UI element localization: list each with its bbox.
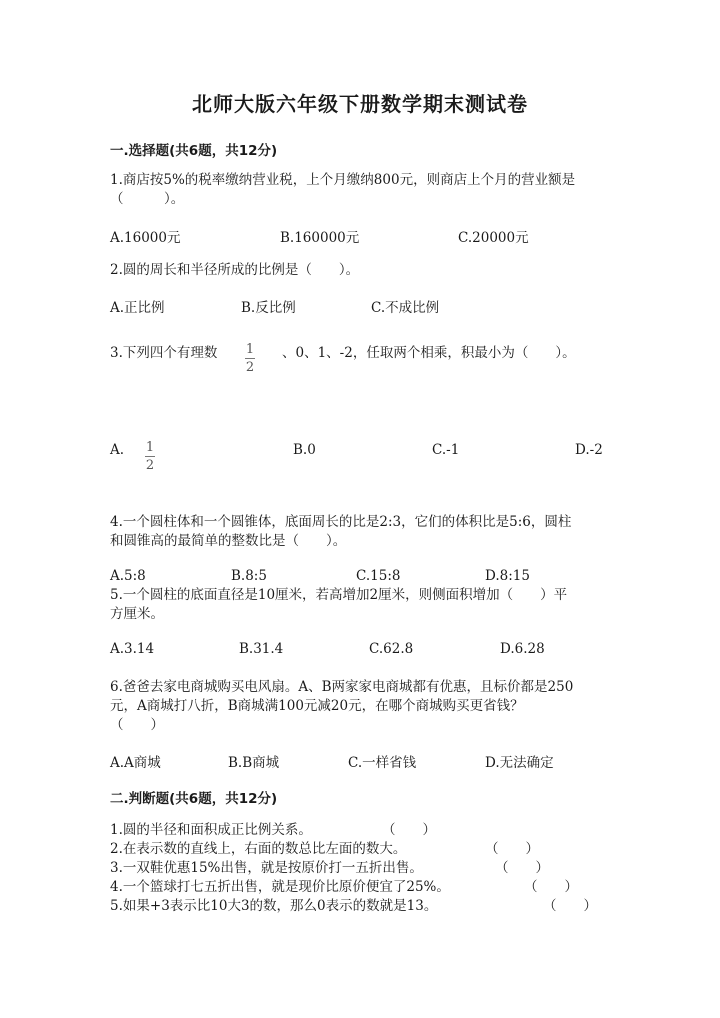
q6-text-line2: 元，A商城打八折，B商城满100元减20元，在哪个商城购买更省钱？ [110,698,524,714]
q3-option-d[interactable]: D.-2 [575,442,603,458]
q6-option-a[interactable]: A.A商城 [110,755,161,771]
q6-option-c[interactable]: C.一样省钱 [348,755,417,771]
q5-text-line2: 方厘米。 [110,606,164,622]
fraction-bar [145,456,155,457]
fraction-denominator: 2 [145,458,155,473]
q3-option-a-fraction [145,436,155,472]
q1-text-line2: （ ）。 [110,191,185,207]
q4-text-line2: 和圆锥高的最简单的整数比是（ ）。 [110,533,347,549]
q2-option-b[interactable]: B.反比例 [241,300,296,316]
q3-fraction [245,338,255,374]
judgment-item-4: 4.一个篮球打七五折出售，就是现价比原价便宜了25%。 [110,879,450,895]
judgment-blank-3[interactable]: （ ） [495,860,549,876]
section-heading-judgment: 二.判断题(共6题，共12分) [110,791,278,807]
q5-option-a[interactable]: A.3.14 [110,641,155,657]
q3-option-b[interactable]: B.0 [293,442,316,458]
q5-option-b[interactable]: B.31.4 [239,641,284,657]
q3-option-a[interactable] [110,442,124,458]
q6-option-b[interactable]: B.B商城 [228,755,280,771]
q4-text-line1: 4.一个圆柱体和一个圆锥体，底面周长的比是2:3，它们的体积比是5:6，圆柱 [110,514,572,530]
q3-text-prefix: 3.下列四个有理数 [110,345,218,361]
q4-option-a[interactable]: A.5:8 [110,568,146,584]
q5-option-d[interactable]: D.6.28 [500,641,545,657]
q5-option-c[interactable]: C.62.8 [369,641,414,657]
q4-option-c[interactable]: C.15:8 [356,568,401,584]
page-title: 北师大版六年级下册数学期末测试卷 [192,92,528,116]
fraction-bar [245,358,255,359]
judgment-blank-2[interactable]: （ ） [485,841,539,857]
q3-text-suffix: 、0、1、-2，任取两个相乘，积最小为（ ）。 [282,345,576,361]
q1-option-b[interactable]: B.160000元 [280,230,360,246]
q1-text-line1: 1.商店按5%的税率缴纳营业税，上个月缴纳800元，则商店上个月的营业额是 [110,172,576,188]
q3-option-c[interactable]: C.-1 [432,442,460,458]
q5-text-line1: 5.一个圆柱的底面直径是10厘米，若高增加2厘米，则侧面积增加（ ）平 [110,587,568,603]
q6-text-line1: 6.爸爸去家电商城购买电风扇。A、B两家家电商城都有优惠，且标价都是250 [110,679,574,695]
judgment-blank-5[interactable]: （ ） [543,898,597,914]
judgment-item-3: 3.一双鞋优惠15%出售，就是按原价打一五折出售。 [110,860,423,876]
q3-option-a-label: A. [110,442,125,458]
judgment-item-1: 1.圆的半径和面积成正比例关系。 [110,822,312,838]
q2-option-c[interactable]: C.不成比例 [371,300,440,316]
q6-text-line3: （ ） [110,717,164,733]
q2-option-a[interactable]: A.正比例 [110,300,165,316]
q6-option-d[interactable]: D.无法确定 [485,755,554,771]
q2-text: 2.圆的周长和半径所成的比例是（ ）。 [110,262,360,278]
q1-option-c[interactable]: C.20000元 [458,230,529,246]
judgment-blank-4[interactable]: （ ） [524,879,578,895]
q4-option-d[interactable]: D.8:15 [485,568,530,584]
q1-option-a[interactable]: A.16000元 [110,230,181,246]
judgment-blank-1[interactable]: （ ） [382,822,436,838]
fraction-denominator: 2 [245,360,255,375]
fraction-numerator: 1 [145,440,155,455]
judgment-item-2: 2.在表示数的直线上，右面的数总比左面的数大。 [110,841,407,857]
q4-option-b[interactable]: B.8:5 [231,568,267,584]
section-heading-choice: 一.选择题(共6题，共12分) [110,143,278,159]
fraction-numerator: 1 [245,342,255,357]
judgment-item-5: 5.如果+3表示比10大3的数，那么0表示的数就是13。 [110,898,438,914]
